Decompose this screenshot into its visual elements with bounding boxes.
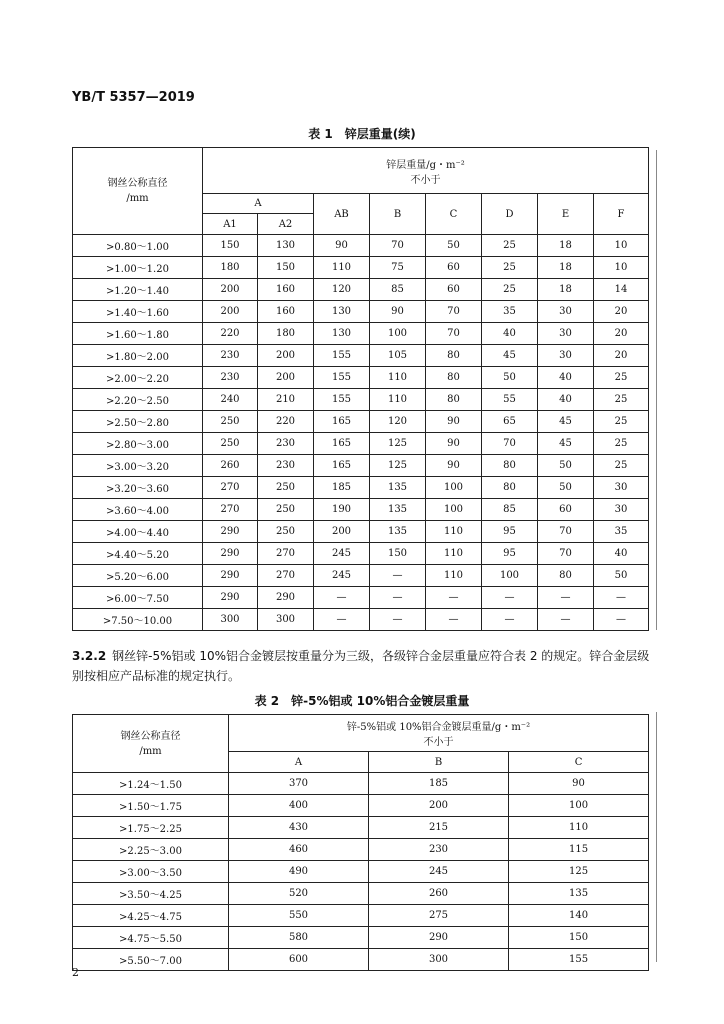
value-cell: 90 [426, 455, 482, 477]
value-cell: — [538, 587, 594, 609]
value-cell: 25 [482, 257, 538, 279]
value-cell: 85 [482, 499, 538, 521]
table-row [73, 905, 649, 927]
value-cell: 25 [482, 235, 538, 257]
value-cell: 85 [370, 279, 426, 301]
value-cell: 95 [482, 543, 538, 565]
value-cell: — [482, 587, 538, 609]
diameter-cell: >7.50～10.00 [73, 609, 203, 631]
value-cell: 25 [594, 367, 649, 389]
value-cell: 135 [370, 521, 426, 543]
value-cell: 135 [370, 499, 426, 521]
value-cell: 300 [203, 609, 258, 631]
value-cell: 200 [203, 301, 258, 323]
value-cell: 230 [203, 345, 258, 367]
table2-col-header: C [509, 752, 649, 773]
diameter-cell: >3.20～3.60 [73, 477, 203, 499]
value-cell: 45 [482, 345, 538, 367]
value-cell: 250 [203, 411, 258, 433]
value-cell: — [426, 609, 482, 631]
value-cell: 125 [370, 455, 426, 477]
table1-caption: 表 1 锌层重量(续) [308, 127, 416, 141]
value-cell: 180 [258, 323, 314, 345]
value-cell: 140 [509, 905, 649, 927]
table2-diameter-header: 钢丝公称直径 /mm [73, 715, 229, 773]
diameter-cell: >1.75～2.25 [73, 817, 229, 839]
table1-col-header: D [482, 194, 538, 235]
section-3-2-2-paragraph [72, 646, 652, 686]
value-cell: 550 [229, 905, 369, 927]
value-cell: — [370, 565, 426, 587]
value-cell: 30 [594, 499, 649, 521]
table2-group-title: 锌-5%铝或 10%铝合金镀层重量/g・m⁻² [346, 722, 531, 733]
value-cell: 60 [538, 499, 594, 521]
value-cell: 580 [229, 927, 369, 949]
value-cell: 80 [482, 477, 538, 499]
value-cell: 18 [538, 235, 594, 257]
value-cell: 80 [426, 367, 482, 389]
table-row [73, 587, 649, 609]
value-cell: 110 [314, 257, 370, 279]
value-cell: 115 [509, 839, 649, 861]
table1-group-sub: 不小于 [410, 174, 441, 186]
diameter-cell: >1.20～1.40 [73, 279, 203, 301]
table-row [73, 521, 649, 543]
diameter-cell: >3.00～3.20 [73, 455, 203, 477]
value-cell: 290 [203, 543, 258, 565]
section-text: 钢丝锌-5%铝或 10%铝合金镀层按重量分为三级，各级锌合金层重量应符合表 2 的规定。锌合金层级别按相应产品标准的规定执行。 [72, 649, 650, 683]
value-cell: — [314, 587, 370, 609]
value-cell: 150 [370, 543, 426, 565]
value-cell: 105 [370, 345, 426, 367]
value-cell: 400 [229, 795, 369, 817]
value-cell: 290 [203, 587, 258, 609]
diameter-cell: >2.25～3.00 [73, 839, 229, 861]
document-code: YB/T 5357—2019 [72, 90, 195, 105]
table-row [73, 817, 649, 839]
value-cell: 90 [370, 301, 426, 323]
margin-rule [656, 712, 657, 962]
value-cell: 90 [509, 773, 649, 795]
table-row [73, 773, 649, 795]
table1-col-header: B [370, 194, 426, 235]
table-row [73, 927, 649, 949]
value-cell: 300 [258, 609, 314, 631]
table-row [73, 301, 649, 323]
value-cell: 50 [538, 477, 594, 499]
value-cell: 35 [482, 301, 538, 323]
table1-col-header: A1 [203, 214, 258, 235]
value-cell: 70 [482, 433, 538, 455]
diameter-cell: >1.50～1.75 [73, 795, 229, 817]
value-cell: 245 [314, 565, 370, 587]
value-cell: 110 [509, 817, 649, 839]
value-cell: 45 [538, 433, 594, 455]
value-cell: 40 [538, 389, 594, 411]
value-cell: 460 [229, 839, 369, 861]
table1-col-header: F [594, 194, 649, 235]
value-cell: 290 [258, 587, 314, 609]
value-cell: 155 [314, 389, 370, 411]
value-cell: — [426, 587, 482, 609]
value-cell: 290 [203, 565, 258, 587]
table-row [73, 543, 649, 565]
value-cell: 200 [258, 367, 314, 389]
diameter-cell: >1.40～1.60 [73, 301, 203, 323]
table-row [73, 367, 649, 389]
value-cell: 18 [538, 279, 594, 301]
diameter-cell: >2.80～3.00 [73, 433, 203, 455]
diameter-cell: >2.20～2.50 [73, 389, 203, 411]
table1-col-header: A2 [258, 214, 314, 235]
diameter-cell: >2.00～2.20 [73, 367, 203, 389]
value-cell: 90 [314, 235, 370, 257]
diameter-cell: >3.60～4.00 [73, 499, 203, 521]
table1-col-header: AB [314, 194, 370, 235]
value-cell: 230 [258, 455, 314, 477]
value-cell: 20 [594, 301, 649, 323]
value-cell: 40 [538, 367, 594, 389]
value-cell: 70 [538, 521, 594, 543]
value-cell: 250 [258, 499, 314, 521]
table-row [73, 861, 649, 883]
value-cell: 65 [482, 411, 538, 433]
value-cell: 20 [594, 323, 649, 345]
table1-group-header [203, 148, 649, 194]
value-cell: 260 [203, 455, 258, 477]
value-cell: 50 [538, 455, 594, 477]
value-cell: 290 [203, 521, 258, 543]
value-cell: 30 [538, 301, 594, 323]
value-cell: 80 [538, 565, 594, 587]
diameter-cell: >5.20～6.00 [73, 565, 203, 587]
value-cell: 110 [426, 543, 482, 565]
value-cell: 100 [426, 499, 482, 521]
value-cell: 245 [369, 861, 509, 883]
value-cell: — [370, 609, 426, 631]
value-cell: 130 [314, 323, 370, 345]
table-row [73, 949, 649, 971]
value-cell: 600 [229, 949, 369, 971]
value-cell: 40 [482, 323, 538, 345]
value-cell: 300 [369, 949, 509, 971]
table-row [73, 609, 649, 631]
value-cell: 240 [203, 389, 258, 411]
diameter-cell: >6.00～7.50 [73, 587, 203, 609]
table-row [73, 499, 649, 521]
value-cell: 30 [538, 345, 594, 367]
value-cell: 75 [370, 257, 426, 279]
table-row [73, 455, 649, 477]
diameter-cell: >4.40～5.20 [73, 543, 203, 565]
diameter-cell: >4.00～4.40 [73, 521, 203, 543]
value-cell: 155 [314, 345, 370, 367]
value-cell: 180 [203, 257, 258, 279]
table-row [73, 839, 649, 861]
value-cell: 70 [426, 301, 482, 323]
value-cell: 110 [426, 565, 482, 587]
value-cell: 520 [229, 883, 369, 905]
diameter-cell: >4.75～5.50 [73, 927, 229, 949]
value-cell: 14 [594, 279, 649, 301]
value-cell: 80 [482, 455, 538, 477]
table1-zinc-coating-weight [72, 147, 649, 631]
diameter-cell: >3.00～3.50 [73, 861, 229, 883]
value-cell: 125 [370, 433, 426, 455]
value-cell: — [314, 609, 370, 631]
table-row [73, 257, 649, 279]
value-cell: 50 [426, 235, 482, 257]
value-cell: 270 [203, 499, 258, 521]
value-cell: 130 [314, 301, 370, 323]
value-cell: 10 [594, 235, 649, 257]
table1-a-header: A [203, 194, 314, 214]
value-cell: 190 [314, 499, 370, 521]
value-cell: 40 [594, 543, 649, 565]
diameter-cell: >1.80～2.00 [73, 345, 203, 367]
value-cell: 150 [509, 927, 649, 949]
value-cell: 80 [426, 389, 482, 411]
value-cell: 50 [594, 565, 649, 587]
value-cell: 30 [594, 477, 649, 499]
table-row [73, 433, 649, 455]
diameter-cell: >2.50～2.80 [73, 411, 203, 433]
value-cell: — [594, 609, 649, 631]
diameter-cell: >1.60～1.80 [73, 323, 203, 345]
table-row [73, 565, 649, 587]
page-number: 2 [72, 966, 79, 979]
value-cell: — [482, 609, 538, 631]
value-cell: 215 [369, 817, 509, 839]
table-row [73, 411, 649, 433]
value-cell: 25 [594, 411, 649, 433]
diameter-cell: >3.50～4.25 [73, 883, 229, 905]
value-cell: 55 [482, 389, 538, 411]
table2-col-header: B [369, 752, 509, 773]
value-cell: 270 [203, 477, 258, 499]
table2-col-header: A [229, 752, 369, 773]
section-number: 3.2.2 [72, 649, 107, 663]
value-cell: 260 [369, 883, 509, 905]
diameter-cell: >1.00～1.20 [73, 257, 203, 279]
value-cell: 35 [594, 521, 649, 543]
value-cell: 18 [538, 257, 594, 279]
value-cell: — [538, 609, 594, 631]
table1-diameter-header: 钢丝公称直径 /mm [73, 148, 203, 235]
value-cell: 200 [369, 795, 509, 817]
value-cell: 200 [203, 279, 258, 301]
value-cell: 110 [370, 389, 426, 411]
value-cell: 160 [258, 301, 314, 323]
table-row [73, 389, 649, 411]
value-cell: 155 [314, 367, 370, 389]
table1-group-title: 锌层重量/g・m⁻² [386, 159, 465, 171]
value-cell: 130 [258, 235, 314, 257]
value-cell: 270 [258, 543, 314, 565]
table-row [73, 279, 649, 301]
diameter-cell: >0.80～1.00 [73, 235, 203, 257]
value-cell: 230 [369, 839, 509, 861]
table2-caption: 表 2 锌-5%铝或 10%铝合金镀层重量 [254, 694, 470, 708]
value-cell: 165 [314, 433, 370, 455]
value-cell: 100 [370, 323, 426, 345]
value-cell: 45 [538, 411, 594, 433]
table-row [73, 477, 649, 499]
value-cell: 125 [509, 861, 649, 883]
margin-rule [656, 150, 657, 630]
value-cell: 155 [509, 949, 649, 971]
value-cell: 250 [258, 477, 314, 499]
table2-group-header [229, 715, 649, 752]
table-row [73, 795, 649, 817]
value-cell: 20 [594, 345, 649, 367]
value-cell: 90 [426, 411, 482, 433]
value-cell: 100 [509, 795, 649, 817]
diameter-cell: >4.25～4.75 [73, 905, 229, 927]
value-cell: 220 [203, 323, 258, 345]
value-cell: 110 [426, 521, 482, 543]
value-cell: 70 [426, 323, 482, 345]
value-cell: 430 [229, 817, 369, 839]
value-cell: 185 [314, 477, 370, 499]
value-cell: 230 [203, 367, 258, 389]
value-cell: 120 [314, 279, 370, 301]
diameter-cell: >5.50～7.00 [73, 949, 229, 971]
value-cell: 70 [370, 235, 426, 257]
table2-group-sub: 不小于 [423, 737, 454, 748]
value-cell: 165 [314, 455, 370, 477]
table1-col-header: E [538, 194, 594, 235]
value-cell: 370 [229, 773, 369, 795]
value-cell: 90 [426, 433, 482, 455]
value-cell: 50 [482, 367, 538, 389]
diameter-cell: >1.24～1.50 [73, 773, 229, 795]
value-cell: 230 [258, 433, 314, 455]
value-cell: 30 [538, 323, 594, 345]
value-cell: 100 [482, 565, 538, 587]
value-cell: 80 [426, 345, 482, 367]
value-cell: 25 [594, 433, 649, 455]
value-cell: 60 [426, 279, 482, 301]
value-cell: 270 [258, 565, 314, 587]
value-cell: 220 [258, 411, 314, 433]
value-cell: 165 [314, 411, 370, 433]
value-cell: 150 [203, 235, 258, 257]
value-cell: 250 [203, 433, 258, 455]
value-cell: 120 [370, 411, 426, 433]
value-cell: 185 [369, 773, 509, 795]
table-row [73, 235, 649, 257]
value-cell: 290 [369, 927, 509, 949]
table-row [73, 345, 649, 367]
table2-zinc-aluminum-coating-weight [72, 714, 649, 971]
value-cell: 95 [482, 521, 538, 543]
value-cell: 210 [258, 389, 314, 411]
value-cell: 490 [229, 861, 369, 883]
value-cell: 245 [314, 543, 370, 565]
value-cell: 275 [369, 905, 509, 927]
value-cell: 25 [482, 279, 538, 301]
value-cell: 160 [258, 279, 314, 301]
value-cell: 100 [426, 477, 482, 499]
table1-col-header: C [426, 194, 482, 235]
table-row [73, 323, 649, 345]
value-cell: — [370, 587, 426, 609]
value-cell: 70 [538, 543, 594, 565]
value-cell: 150 [258, 257, 314, 279]
value-cell: 10 [594, 257, 649, 279]
value-cell: 135 [509, 883, 649, 905]
value-cell: 110 [370, 367, 426, 389]
table-row [73, 883, 649, 905]
value-cell: 135 [370, 477, 426, 499]
value-cell: — [594, 587, 649, 609]
value-cell: 25 [594, 455, 649, 477]
value-cell: 25 [594, 389, 649, 411]
value-cell: 60 [426, 257, 482, 279]
value-cell: 250 [258, 521, 314, 543]
value-cell: 200 [258, 345, 314, 367]
value-cell: 200 [314, 521, 370, 543]
